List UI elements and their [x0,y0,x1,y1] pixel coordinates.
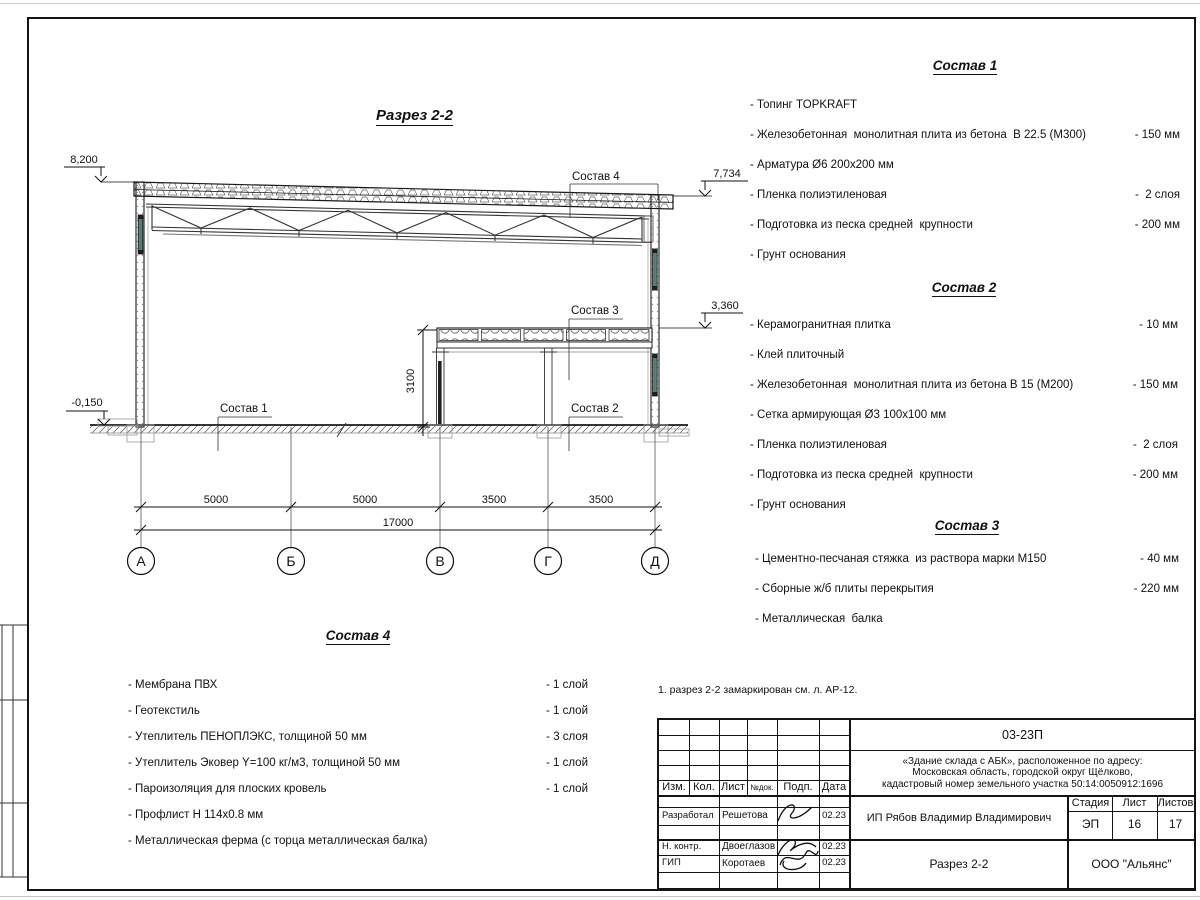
axis-g: Г [544,553,552,569]
col-data: Дата [821,781,847,794]
composition-list-3 [755,518,1179,643]
list-item: - Железобетонная монолитная плита из бетона В 15 (М200) - 150 мм [750,379,1178,391]
list-item: - Геотекстиль - 1 слой [128,705,588,717]
list-item: - Пленка полиэтиленовая - 2 слоя [750,439,1178,451]
company-name: ООО "Альянс" [1091,856,1172,871]
col-kol: Кол. [693,781,715,794]
dimensions [134,325,662,547]
stage-value: ЭП [1081,817,1100,832]
name-gip: Коротаев [722,857,766,869]
elevation-roof-right: 7,734 [713,168,741,180]
list-item: - Арматура Ø6 200х200 мм [750,159,894,171]
sheet-label: Лист [1122,796,1147,809]
sheets-total: 17 [1168,817,1183,832]
composition-4-title: Состав 4 [325,628,391,643]
list-item: - Цементно-песчаная стяжка из раствора марки М150 - 40 мм [755,553,1179,565]
list-item: - Сборные ж/б плиты перекрытия - 220 мм [755,583,1179,595]
col-izm: Изм. [662,781,686,794]
dim-height: 3100 [405,368,417,394]
date-gip: 02.23 [822,857,846,869]
axis-v: В [435,553,445,569]
roof-truss [146,204,653,246]
list-item: - Подготовка из песка средней крупности - 200 мм [750,469,1178,481]
composition-2-title: Состав 2 [931,280,997,295]
title-block [657,718,1196,890]
name-ncontrol: Двоеглазов [722,841,776,853]
elevation-roof-left: 8,200 [70,154,98,166]
elevation-ground: -0,150 [71,397,103,409]
dim-total: 17000 [382,517,414,529]
role-ncontrol: Н. контр. [662,840,702,852]
col-podp: Подп. [783,781,813,794]
dim-span-1: 5000 [203,494,229,506]
elevation-mezzanine: 3,360 [711,300,739,312]
list-item: - Профлист Н 114х0.8 мм [128,809,264,821]
list-item: - Металлическая ферма (с торца металлическая балка) [128,835,428,847]
dim-span-2: 5000 [352,494,378,506]
list-item: - Пароизоляция для плоских кровель - 1 слой [128,783,588,795]
composition-3-title: Состав 3 [934,518,1000,533]
sheet-number: 16 [1127,817,1142,832]
role-gip: ГИП [662,857,681,869]
name-developer: Решетова [722,810,768,822]
columns [432,348,557,425]
signatures [772,795,822,875]
dim-span-3: 3500 [481,494,507,506]
callout-sostav-4: Состав 4 [572,171,620,183]
axis-d: Д [650,553,660,569]
list-item: - Керамогранитная плитка - 10 мм [750,319,1178,331]
client-name: ИП Рябов Владимир Владимирович [866,811,1052,824]
document-code: 03-23П [1002,727,1043,742]
left-edge-stamp [0,625,27,877]
axis-b: Б [286,553,296,569]
dim-span-4: 3500 [588,494,614,506]
date-ncontrol: 02.23 [822,840,846,852]
list-item: - Мембрана ПВХ - 1 слой [128,679,588,691]
callout-sostav-2: Состав 2 [571,403,619,415]
col-ndok: №док. [750,782,774,792]
composition-list-2 [750,280,1178,529]
date-developer: 02.23 [822,809,846,821]
list-item: - Грунт основания [750,499,846,511]
list-item: - Пленка полиэтиленовая - 2 слоя [750,189,1180,201]
list-item: - Топинг TOPKRAFT [750,99,858,111]
axis-a: А [136,553,146,569]
sheet-note: 1. разрез 2-2 замаркирован см. л. АР-12. [658,684,858,696]
list-item: - Утеплитель ПЕНОПЛЭКС, толщиной 50 мм - 3 слоя [128,731,588,743]
stage-label: Стадия [1071,796,1110,809]
sheets-label: Листов [1157,796,1194,809]
list-item: - Сетка армирующая Ø3 100х100 мм [750,409,947,421]
axis-bubbles [128,548,669,575]
list-item: - Металлическая балка [755,613,883,625]
list-item: - Клей плиточный [750,349,845,361]
role-developer: Разработал [662,809,714,821]
list-item: - Утеплитель Эковер Y=100 кг/м3, толщиной 50 мм - 1 слой [128,757,588,769]
list-item: - Грунт основания [750,249,846,261]
list-item: - Подготовка из песка средней крупности - 200 мм [750,219,1180,231]
composition-list-1 [750,58,1180,279]
callout-sostav-1: Состав 1 [220,403,268,415]
floor [90,419,689,442]
section-name-cell: Разрез 2-2 [929,856,989,871]
composition-1-title: Состав 1 [932,58,998,73]
composition-list-4 [128,628,588,861]
section-title: Разрез 2-2 [375,107,453,124]
project-description: «Здание склада с АБК», расположенное по адресу: Московская область, городской округ Щёлково, кадастровый номер земельного участка 50:14:0050912:1696 [881,755,1164,790]
col-list: Лист [721,781,745,794]
callout-sostav-3: Состав 3 [571,305,619,317]
roof-slab [134,182,673,209]
list-item: - Железобетонная монолитная плита из бетона В 22.5 (М300) - 150 мм [750,129,1180,141]
